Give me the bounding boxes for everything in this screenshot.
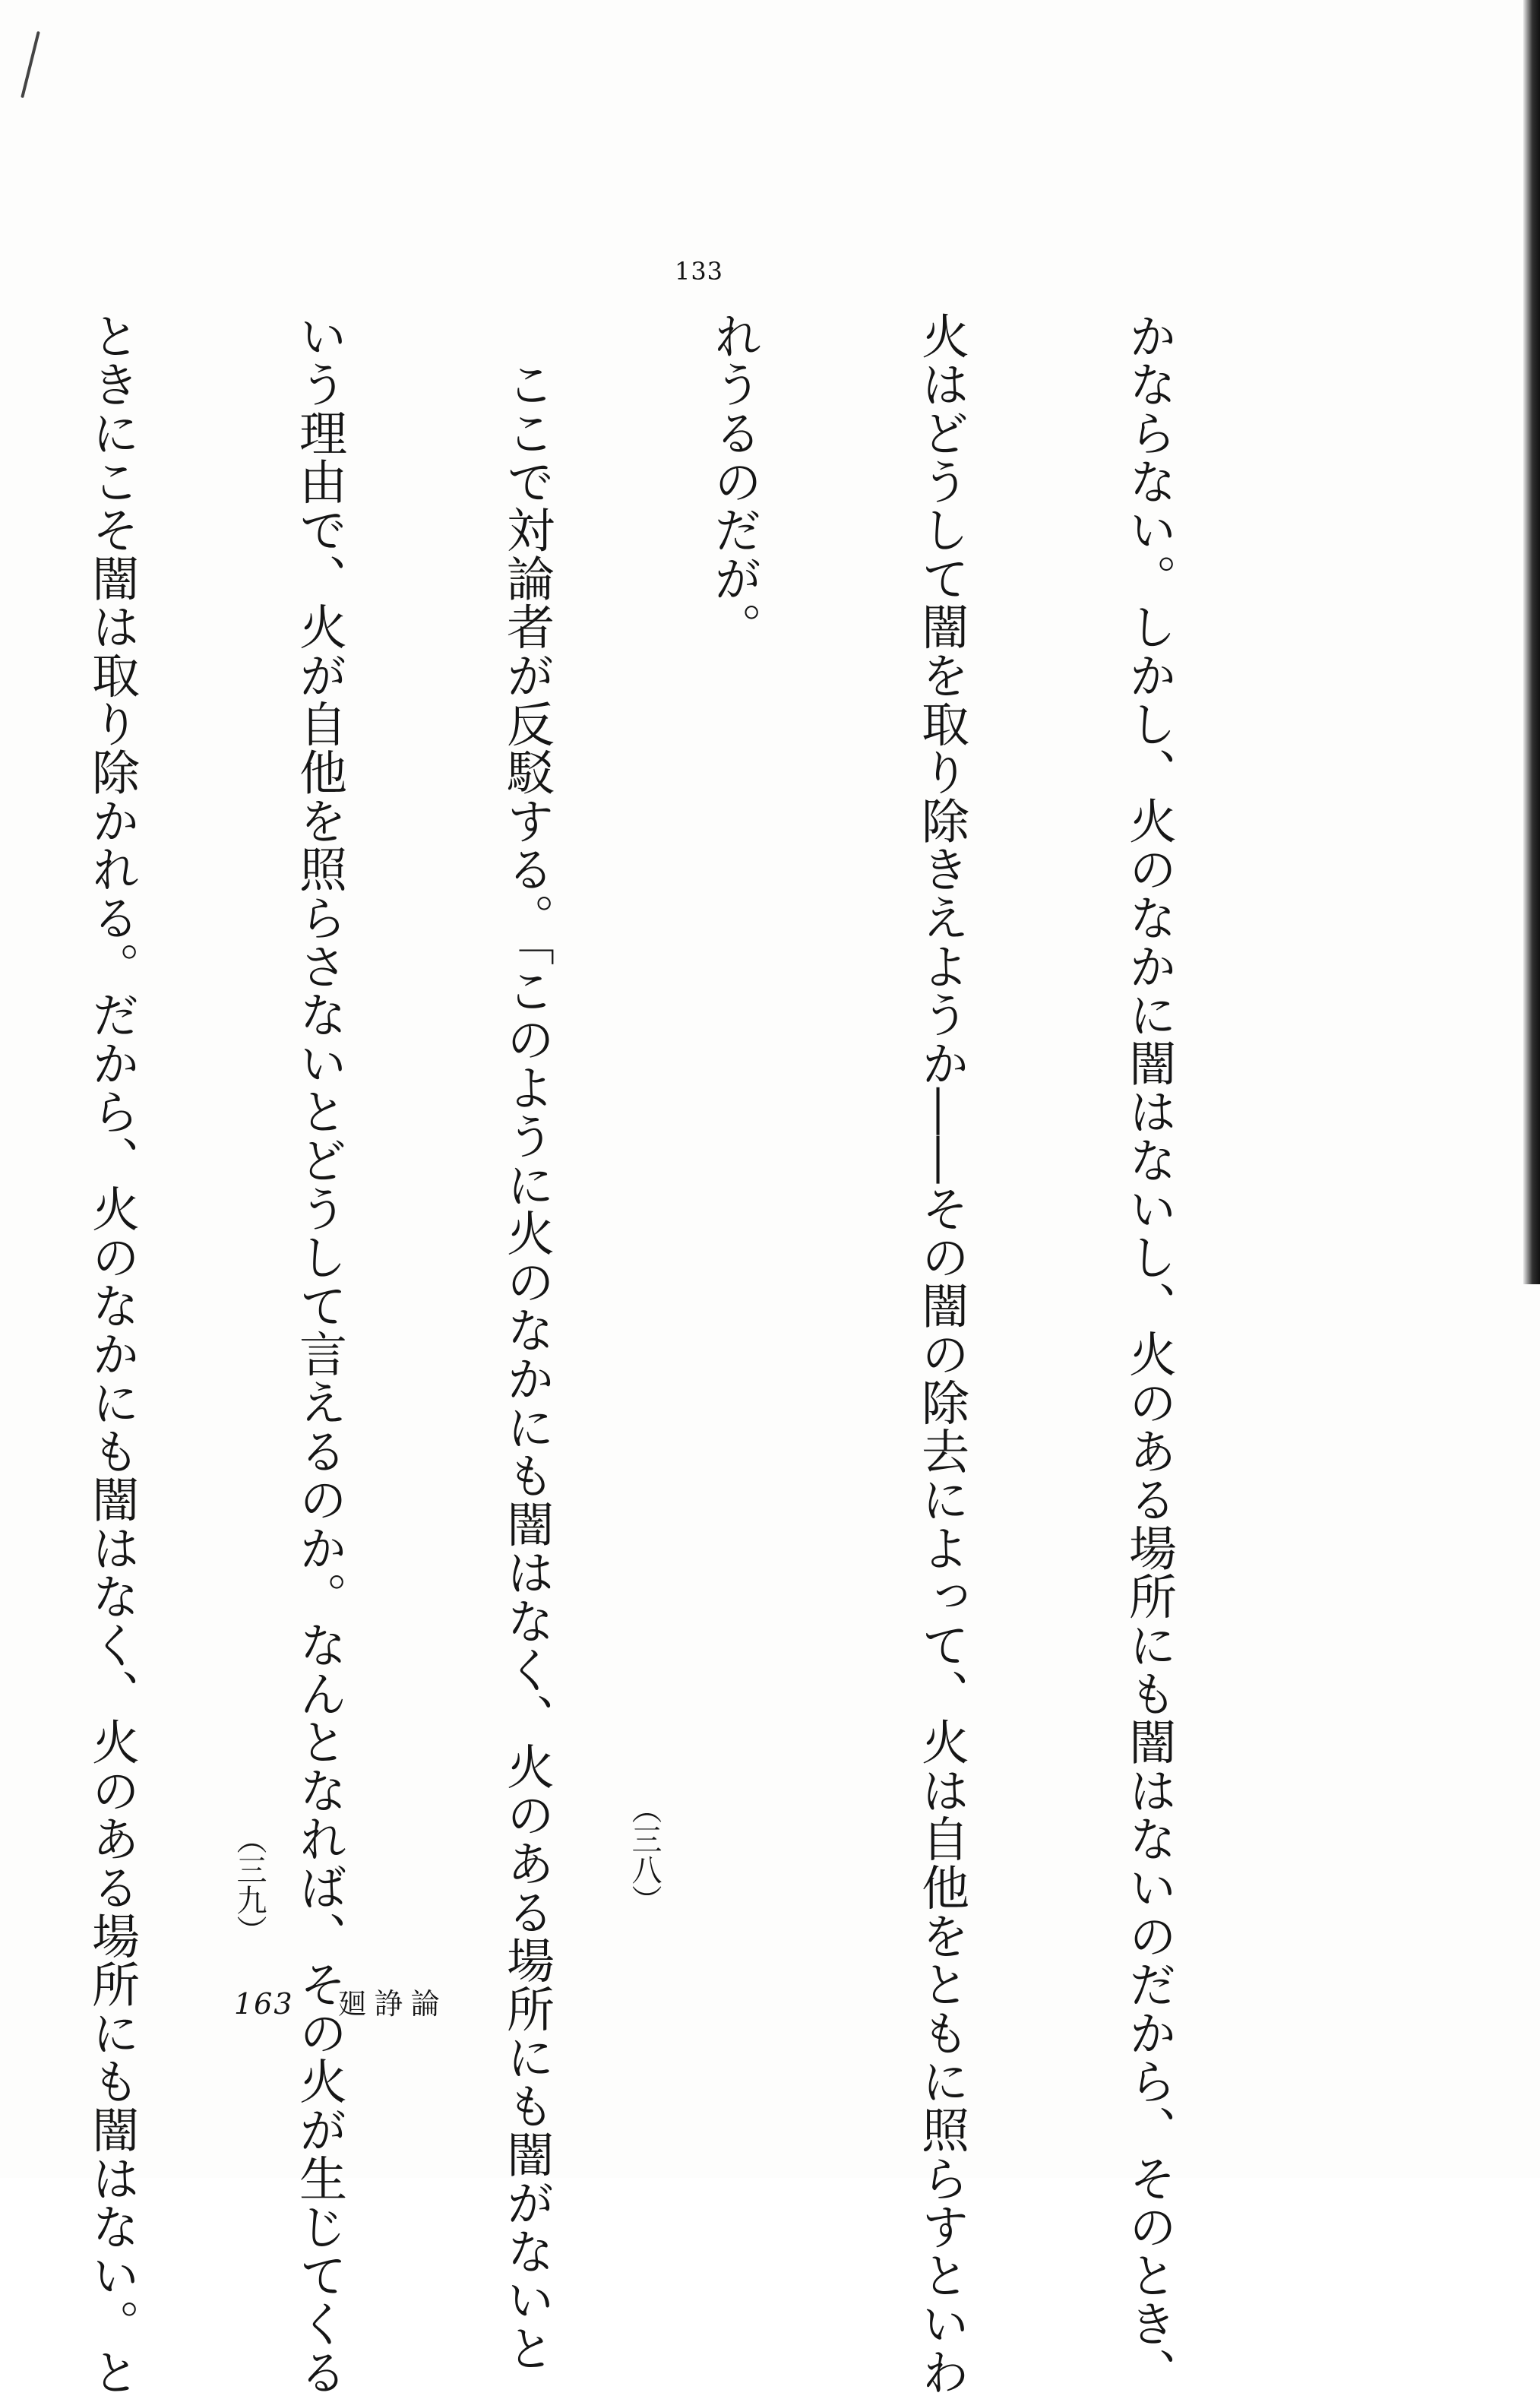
scan-pen-mark — [21, 31, 40, 98]
top-page-number: 133 — [674, 257, 724, 286]
verse-note-38: （三八） — [627, 1793, 662, 1915]
text-line-3: れうるのだが。 — [707, 312, 762, 651]
footer-title: 廻諍論 — [337, 1987, 447, 2021]
footer-folio-number: 163 — [234, 1987, 294, 2021]
footer — [234, 1980, 447, 2022]
scan-binding-shadow — [1523, 0, 1540, 1284]
verse-note-39: （三九） — [232, 1824, 267, 1945]
text-line-5: いう理由で、火が自他を照らさないとどうして言えるのか。なんとなれば、その火が生じてくる — [292, 312, 347, 2396]
text-line-6: ときにこそ闇は取り除かれる。だから、火のなかにも闇はなく、火のある場所にも闇はない。と — [84, 312, 140, 2396]
text-line-1: かならない。しかし、火のなかに闇はないし、火のある場所にも闇はないのだから、そのとき、 — [1121, 312, 1177, 2396]
text-line-2: 火はどうして闇を取り除きえようか――その闇の除去によって、火は自他をともに照らすといわ — [914, 312, 969, 2396]
text-line-4: ここで対論者が反駁する。「このように火のなかにも闇はなく、火のある場所にも闇がないと — [499, 312, 555, 2372]
